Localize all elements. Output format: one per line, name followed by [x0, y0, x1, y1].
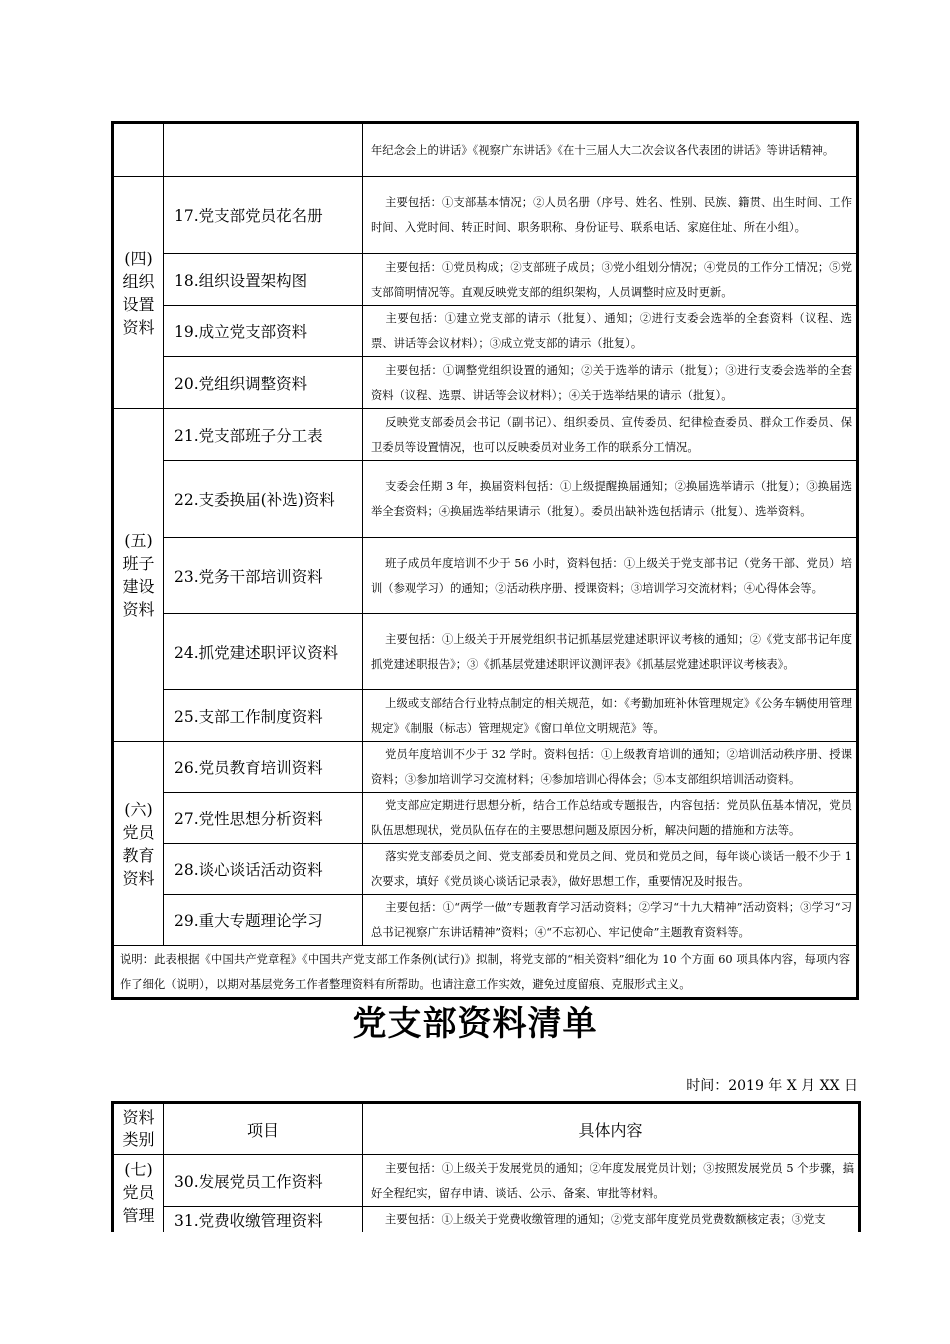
table-row [113, 1207, 860, 1233]
category-cell: (七) 党员 管理 [113, 1155, 164, 1233]
desc-cell: 落实党支部委员之间、党支部委员和党员之间、党员和党员之间，每年谈心谈话一般不少于 1 次要求，填好《党员谈心谈话记录表》，做好思想工作，重要情况及时报告。 [363, 844, 858, 895]
item-cell: 23.党务干部培训资料 [164, 538, 363, 614]
desc-cell: 主要包括：①上级关于开展党组织书记抓基层党建述职评议考核的通知；②《党支部书记年度抓党建述职报告》；③《抓基层党建述职评议测评表》《抓基层党建述职评议考核表》。 [363, 614, 858, 690]
desc-cell: 主要包括：①党员构成；②支部班子成员；③党小组划分情况；④党员的工作分工情况；⑤党支部简明情况等。直观反映党支部的组织架构，人员调整时应及时更新。 [363, 254, 858, 306]
desc-cell: 反映党支部委员会书记（副书记）、组织委员、宣传委员、纪律检查委员、群众工作委员、保卫委员等设置情况，也可以反映委员对业务工作的联系分工情况。 [363, 409, 858, 461]
item-cell: 26.党员教育培训资料 [164, 742, 363, 793]
item-cell: 19.成立党支部资料 [164, 306, 363, 357]
desc-cell: 支委会任期 3 年，换届资料包括：①上级提醒换届通知；②换届选举请示（批复）；③换届选举全套资料；④换届选举结果请示（批复）。委员出缺补选包括请示（批复）、选举资料。 [363, 461, 858, 538]
desc-cell: 主要包括：①建立党支部的请示（批复）、通知；②进行支委会选举的全套资料（议程、选票、讲话等会议材料）；③成立党支部的请示（批复）。 [363, 306, 858, 357]
item-cell: 21.党支部班子分工表 [164, 409, 363, 461]
desc-cell: 主要包括：①上级关于党费收缴管理的通知；②党支部年度党员党费数额核定表；③党支 [363, 1207, 860, 1233]
category-cell: (四) 组织 设置 资料 [113, 177, 164, 409]
table-row [113, 1155, 860, 1207]
item-cell: 30.发展党员工作资料 [164, 1155, 363, 1207]
header-category: 资料 类别 [113, 1103, 164, 1155]
item-cell: 31.党费收缴管理资料 [164, 1207, 363, 1233]
desc-cell: 上级或支部结合行业特点制定的相关规范，如：《考勤加班补休管理规定》《公务车辆使用管理规定》《制服（标志）管理规定》《窗口单位文明规范》等。 [363, 690, 858, 742]
header-content: 具体内容 [363, 1103, 860, 1155]
item-cell: 27.党性思想分析资料 [164, 793, 363, 844]
desc-cell: 班子成员年度培训不少于 56 小时，资料包括：①上级关于党支部书记（党务干部、党员）培训（参观学习）的通知；②活动秩序册、授课资料；③培训学习交流材料；④心得体会等。 [363, 538, 858, 614]
desc-cell: 年纪念会上的讲话》《视察广东讲话》《在十三届人大二次会议各代表团的讲话》等讲话精神。 [363, 123, 858, 177]
category-cell: (五) 班子 建设 资料 [113, 409, 164, 742]
desc-cell: 主要包括：①支部基本情况；②人员名册（序号、姓名、性别、民族、籍贯、出生时间、工作时间、入党时间、转正时间、职务职称、身份证号、联系电话、家庭住址、所在小组）。 [363, 177, 858, 254]
item-cell: 22.支委换届(补选)资料 [164, 461, 363, 538]
item-cell: 17.党支部党员花名册 [164, 177, 363, 254]
bottom-resource-table [111, 1101, 861, 1232]
table-header-row [113, 1103, 860, 1155]
item-cell: 29.重大专题理论学习 [164, 895, 363, 946]
note-cell: 说明：此表根据《中国共产党章程》《中国共产党支部工作条例(试行)》拟制，将党支部的“相关资料”细化为 10 个方面 60 项具体内容，每项内容作了细化（说明），以期对基层党务工作者整理资料有所帮助。也请注意工作实效，避免过度留痕、克服形式主义。 [113, 946, 858, 999]
desc-cell: 党员年度培训不少于 32 学时。资料包括：①上级教育培训的通知；②培训活动秩序册、授课资料；③参加培训学习交流材料；④参加培训心得体会；⑤本支部组织培训活动资料。 [363, 742, 858, 793]
item-cell: 20.党组织调整资料 [164, 357, 363, 409]
item-cell: 25.支部工作制度资料 [164, 690, 363, 742]
desc-cell: 主要包括：①“两学一做”专题教育学习活动资料；②学习“十九大精神”活动资料；③学习“习总书记视察广东讲话精神”资料；④“不忘初心、牢记使命”主题教育资料等。 [363, 895, 858, 946]
category-cell: (六) 党员 教育 资料 [113, 742, 164, 946]
item-cell: 24.抓党建述职评议资料 [164, 614, 363, 690]
document-title: 党支部资料清单 [352, 1004, 598, 1044]
desc-cell: 党支部应定期进行思想分析，结合工作总结或专题报告，内容包括：党员队伍基本情况，党员队伍思想现状，党员队伍存在的主要思想问题及原因分析，解决问题的措施和方法等。 [363, 793, 858, 844]
document-date: 时间：2019 年 X 月 XX 日 [686, 1078, 858, 1094]
desc-cell: 主要包括：①调整党组织设置的通知；②关于选举的请示（批复）；③进行支委会选举的全套资料（议程、选票、讲话等会议材料）；④关于选举结果的请示（批复）。 [363, 357, 858, 409]
header-item: 项目 [164, 1103, 363, 1155]
item-cell: 18.组织设置架构图 [164, 254, 363, 306]
item-cell: 28.谈心谈话活动资料 [164, 844, 363, 895]
desc-cell: 主要包括：①上级关于发展党员的通知；②年度发展党员计划；③按照发展党员 5 个步骤，搞好全程纪实，留存申请、谈话、公示、备案、审批等材料。 [363, 1155, 860, 1207]
